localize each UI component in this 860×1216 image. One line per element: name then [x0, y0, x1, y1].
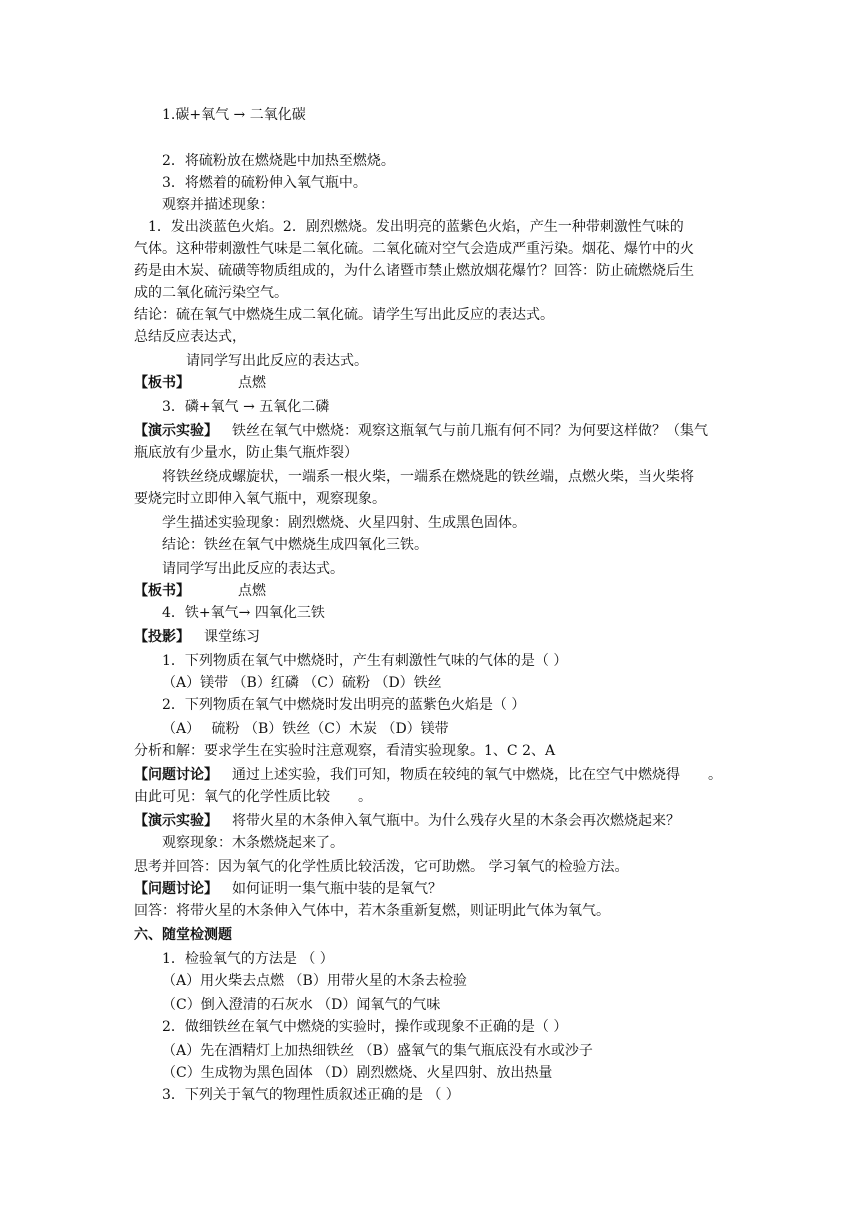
step-2: 2．将硫粉放在燃烧匙中加热至燃烧。: [162, 153, 395, 169]
exercise-title: 课堂练习: [204, 629, 260, 645]
paragraph-line: 1．发出淡蓝色火焰。2．剧烈燃烧。发出明亮的蓝紫色火焰，产生一种带刺激性气味的: [148, 219, 684, 235]
demo-label: 【演示实验】: [134, 423, 218, 439]
quiz-question-2-options: （C）生成物为黑色固体 （D）剧烈燃烧、火星四射、放出热量: [162, 1065, 553, 1081]
paragraph-line: 瓶底放有少量水，防止集气瓶炸裂）: [134, 445, 358, 461]
section-heading: 六、随堂检测题: [134, 927, 232, 943]
question-2-options: （A） 硫粉 （B）铁丝（C）木炭 （D）镁带: [162, 721, 449, 737]
ignite-condition: 点燃: [238, 583, 266, 599]
paragraph-line: 通过上述实验，我们可知，物质在较纯的氧气中燃烧，比在空气中燃烧得 。: [232, 767, 722, 783]
equation-phosphorus: 3．磷+氧气 → 五氧化二磷: [162, 399, 330, 415]
conclusion: 结论：硫在氧气中燃烧生成二氧化硫。请学生写出此反应的表达式。: [134, 307, 554, 323]
question-1: 1．下列物质在氧气中燃烧时，产生有刺激性气味的气体的是（ ）: [162, 653, 568, 669]
ignite-condition: 点燃: [238, 375, 266, 391]
paragraph-line: 学生描述实验现象：剧烈燃烧、火星四射、生成黑色固体。: [162, 515, 526, 531]
paragraph-line: 将带火星的木条伸入氧气瓶中。为什么残存火星的木条会再次燃烧起来？: [232, 813, 680, 829]
paragraph-line: 铁丝在氧气中燃烧：观察这瓶氧气与前几瓶有何不同？为何要这样做？（集气: [232, 423, 708, 439]
projection-label: 【投影】: [134, 629, 190, 645]
board-label: 【板书】: [134, 583, 190, 599]
paragraph-line: 将铁丝绕成螺旋状，一端系一根火柴，一端系在燃烧匙的铁丝端，点燃火柴，当火柴将: [162, 469, 694, 485]
demo-label: 【演示实验】: [134, 813, 218, 829]
quiz-question-1-options: （C）倒入澄清的石灰水 （D）闻氧气的气味: [162, 997, 441, 1013]
quiz-question-1: 1．检验氧气的方法是 （ ）: [162, 951, 334, 967]
paragraph-line: 成的二氧化硫污染空气。: [134, 285, 288, 301]
paragraph-line: 观察现象：木条燃烧起来了。: [162, 835, 344, 851]
question-1-options: （A）镁带 （B）红磷 （C）硫粉 （D）铁丝: [162, 675, 442, 691]
paragraph-line: 如何证明一集气瓶中装的是氧气？: [232, 881, 442, 897]
question-2: 2．下列物质在氧气中燃烧时发出明亮的蓝紫色火焰是（ ）: [162, 697, 526, 713]
equation-iron: 4．铁+氧气→ 四氧化三铁: [162, 605, 325, 621]
paragraph-line: 要烧完时立即伸入氧气瓶中，观察现象。: [134, 491, 386, 507]
board-label: 【板书】: [134, 375, 190, 391]
quiz-question-2: 2．做细铁丝在氧气中燃烧的实验时，操作或现象不正确的是（ ）: [162, 1019, 568, 1035]
paragraph-line: 气体。这种带刺激性气味是二氧化硫。二氧化硫对空气会造成严重污染。烟花、爆竹中的火: [134, 241, 694, 257]
equation-carbon: 1.碳+氧气 → 二氧化碳: [162, 107, 306, 123]
quiz-question-1-options: （A）用火柴去点燃 （B）用带火星的木条去检验: [162, 973, 467, 989]
instruction: 请同学写出此反应的表达式。: [162, 561, 344, 577]
quiz-question-3: 3．下列关于氧气的物理性质叙述正确的是 （ ）: [162, 1087, 460, 1103]
paragraph-line: 由此可见：氧气的化学性质比较 。: [134, 789, 372, 805]
instruction: 请同学写出此反应的表达式。: [186, 353, 368, 369]
paragraph-line: 思考并回答：因为氧气的化学性质比较活泼，它可助燃。 学习氧气的检验方法。: [134, 859, 629, 875]
step-3: 3．将燃着的硫粉伸入氧气瓶中。: [162, 175, 367, 191]
quiz-question-2-options: （A）先在酒精灯上加热细铁丝 （B）盛氧气的集气瓶底没有水或沙子: [162, 1043, 593, 1059]
discussion-label: 【问题讨论】: [134, 767, 218, 783]
paragraph-line: 回答：将带火星的木条伸入气体中，若木条重新复燃，则证明此气体为氧气。: [134, 903, 610, 919]
paragraph-line: 药是由木炭、硫磺等物质组成的，为什么诸暨市禁止燃放烟花爆竹？回答：防止硫燃烧后生: [134, 263, 694, 279]
answer-analysis: 分析和解：要求学生在实验时注意观察，看清实验现象。1、C 2、A: [134, 743, 556, 759]
discussion-label: 【问题讨论】: [134, 881, 218, 897]
conclusion: 结论：铁丝在氧气中燃烧生成四氧化三铁。: [162, 537, 428, 553]
summary: 总结反应表达式，: [134, 329, 246, 345]
observe-heading: 观察并描述现象：: [162, 197, 274, 213]
